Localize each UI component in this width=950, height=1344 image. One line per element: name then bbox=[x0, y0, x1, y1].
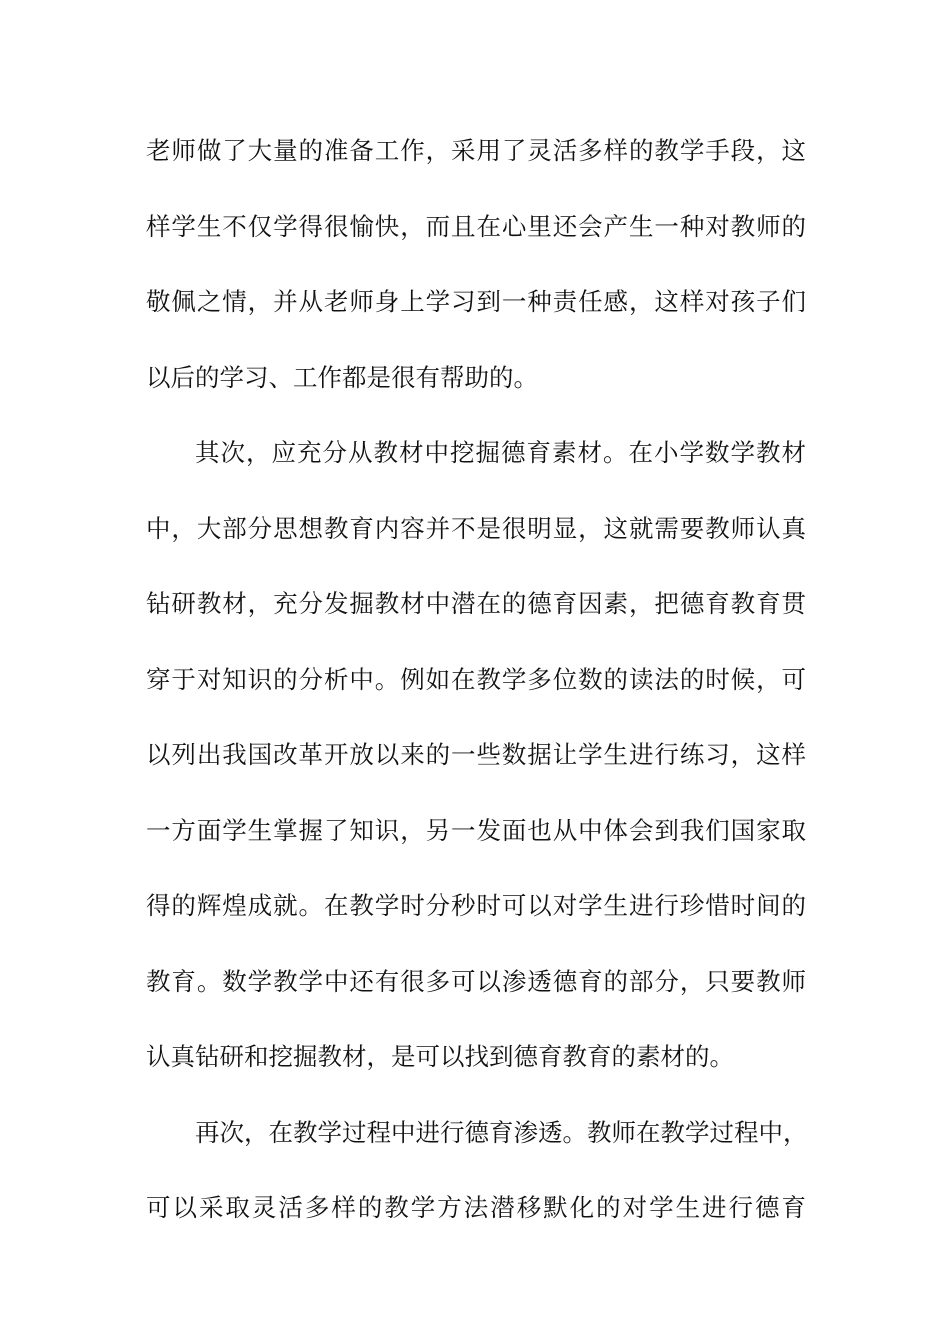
text-line: 以列出我国改革开放以来的一些数据让学生进行练习，这样 bbox=[146, 740, 806, 769]
text-line: 以后的学习、工作都是很有帮助的。 bbox=[146, 362, 538, 392]
text-line: 教育。数学教学中还有很多可以渗透德育的部分，只要教师 bbox=[146, 966, 806, 996]
text-line: 再次，在教学过程中进行德育渗透。教师在教学过程中， bbox=[195, 1117, 808, 1147]
text-line: 中，大部分思想教育内容并不是很明显，这就需要教师认真 bbox=[146, 513, 806, 543]
text-line: 可以采取灵活多样的教学方法潜移默化的对学生进行德育 bbox=[146, 1193, 806, 1222]
text-line: 样学生不仅学得很愉快，而且在心里还会产生一种对教师的 bbox=[146, 211, 806, 241]
text-line: 认真钻研和挖掘教材，是可以找到德育教育的素材的。 bbox=[146, 1042, 734, 1071]
text-line: 得的辉煌成就。在教学时分秒时可以对学生进行珍惜时间的 bbox=[146, 891, 806, 920]
text-line: 钻研教材，充分发掘教材中潜在的德育因素，把德育教育贯 bbox=[146, 589, 806, 618]
text-line: 穿于对知识的分析中。例如在教学多位数的读法的时候，可 bbox=[146, 664, 806, 694]
body-text bbox=[146, 126, 806, 1259]
text-line: 敬佩之情，并从老师身上学习到一种责任感，这样对孩子们 bbox=[146, 287, 806, 316]
text-line: 其次，应充分从教材中挖掘德育素材。在小学数学教材 bbox=[195, 438, 806, 467]
text-line: 一方面学生掌握了知识，另一发面也从中体会到我们国家取 bbox=[146, 815, 806, 845]
text-line: 老师做了大量的准备工作，采用了灵活多样的教学手段，这 bbox=[146, 136, 806, 165]
